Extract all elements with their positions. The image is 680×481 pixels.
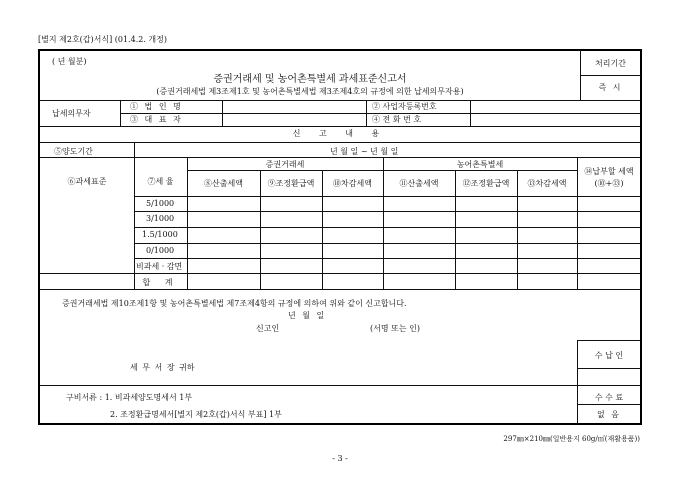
securities-tax-group-header: 증권거래세 <box>265 160 305 169</box>
row-line <box>187 170 577 171</box>
sec-refund-header: ⑨조정환급액 <box>267 179 315 188</box>
page-number: - 3 - <box>332 454 348 463</box>
col-line <box>120 100 121 126</box>
outer-border-bottom <box>38 423 642 425</box>
attached-docs-item1: 구비서류 : 1. 비과세양도명세서 1부 <box>66 393 193 402</box>
declaration-text: 증권거래세법 제10조제1항 및 농어촌특별세법 제7조제4항의 규정에 의하여 위와 같이 신고합니다. <box>62 299 407 308</box>
row-line <box>134 196 640 197</box>
row-line <box>577 368 640 369</box>
row-line <box>40 289 640 290</box>
agri-refund-header: ⑫조정환급액 <box>462 179 510 188</box>
attached-docs-item2: 2. 조정환급명세서[별지 제2호(갑)서식 부표] 1부 <box>110 410 282 419</box>
row-line <box>577 340 640 341</box>
biz-reg-number-label: ② 사업자등록번호 <box>372 102 437 111</box>
col-line <box>187 157 188 289</box>
form-title: 증권거래세 및 농어촌특별세 과세표준신고서 <box>213 74 407 85</box>
row-line <box>577 404 640 405</box>
period-line: ( 년 월분) <box>52 57 87 66</box>
col-line <box>222 100 223 126</box>
fee-value: 없 음 <box>597 410 621 419</box>
row-line <box>40 385 640 386</box>
sec-net-tax-header: ⑩차감세액 <box>333 179 372 188</box>
row-line <box>134 243 640 244</box>
processing-value: 즉 시 <box>598 83 623 92</box>
total-row-label: 합 계 <box>142 278 179 287</box>
transfer-period-label: ⑤양도기간 <box>54 147 93 156</box>
receiver-label: 수 납 인 <box>594 351 624 360</box>
outer-border-right <box>640 49 642 425</box>
report-content-header: 신 고 내 용 <box>292 129 388 138</box>
col-line <box>383 157 384 289</box>
tax-rate-header: ⑦세 율 <box>147 177 174 186</box>
agri-net-tax-header: ⑬차감세액 <box>527 179 567 188</box>
processing-inner-line <box>580 75 641 76</box>
agri-computed-tax-header: ⑪산출세액 <box>399 179 439 188</box>
form-subtitle: (증권거래세법 제3조제1호 및 농어촌특별세법 제3조제4호의 규정에 의한 납세의무자용) <box>156 87 464 96</box>
representative-label: ③ 대 표 자 <box>130 115 183 124</box>
declaration-date: 년 월 일 <box>288 311 325 320</box>
col-line <box>134 142 135 157</box>
row-line <box>134 211 640 212</box>
row-line <box>134 258 640 259</box>
rate-row-label: 3/1000 <box>146 214 175 223</box>
rate-row-label: 비과세 · 감면 <box>136 262 183 271</box>
row-line <box>40 126 640 127</box>
reporter-label: 신고인 <box>256 324 280 333</box>
row-line <box>40 273 640 274</box>
col-line <box>366 100 367 126</box>
row-line <box>134 227 640 228</box>
phone-label: ④ 전 화 번 호 <box>372 115 422 124</box>
rate-row-label: 0/1000 <box>146 246 175 255</box>
row-line <box>40 157 640 158</box>
agri-tax-group-header: 농어촌특별세 <box>456 160 504 169</box>
paper-spec-note: 297㎜×210㎜(일반용지 60g/㎡(재활용품)) <box>503 435 640 443</box>
sec-computed-tax-header: ⑧산출세액 <box>204 179 243 188</box>
corp-name-label: ① 법 인 명 <box>130 102 183 111</box>
row-line <box>40 142 640 143</box>
signature-label: (서명 또는 인) <box>370 324 420 333</box>
col-line <box>470 100 471 126</box>
outer-border-left <box>38 49 40 425</box>
addressee: 세 무 서 장 귀하 <box>130 363 195 372</box>
tax-base-header: ⑥과세표준 <box>67 177 107 186</box>
taxpayer-label: 납세의무자 <box>52 109 91 118</box>
rate-row-label: 5/1000 <box>146 199 175 208</box>
processing-label: 처리기간 <box>595 59 626 68</box>
fee-label: 수 수 료 <box>594 393 624 402</box>
outer-border-top <box>38 49 642 51</box>
total-payable-header: ⑭납부할 세액(⑩+⑬) <box>584 167 634 188</box>
form-number-note: [별지 제2호(갑)서식] (01.4.2. 개정) <box>38 35 167 44</box>
transfer-period-value: 년 월 일 ~ 년 월 일 <box>330 147 399 156</box>
rate-row-label: 1.5/1000 <box>142 230 178 239</box>
